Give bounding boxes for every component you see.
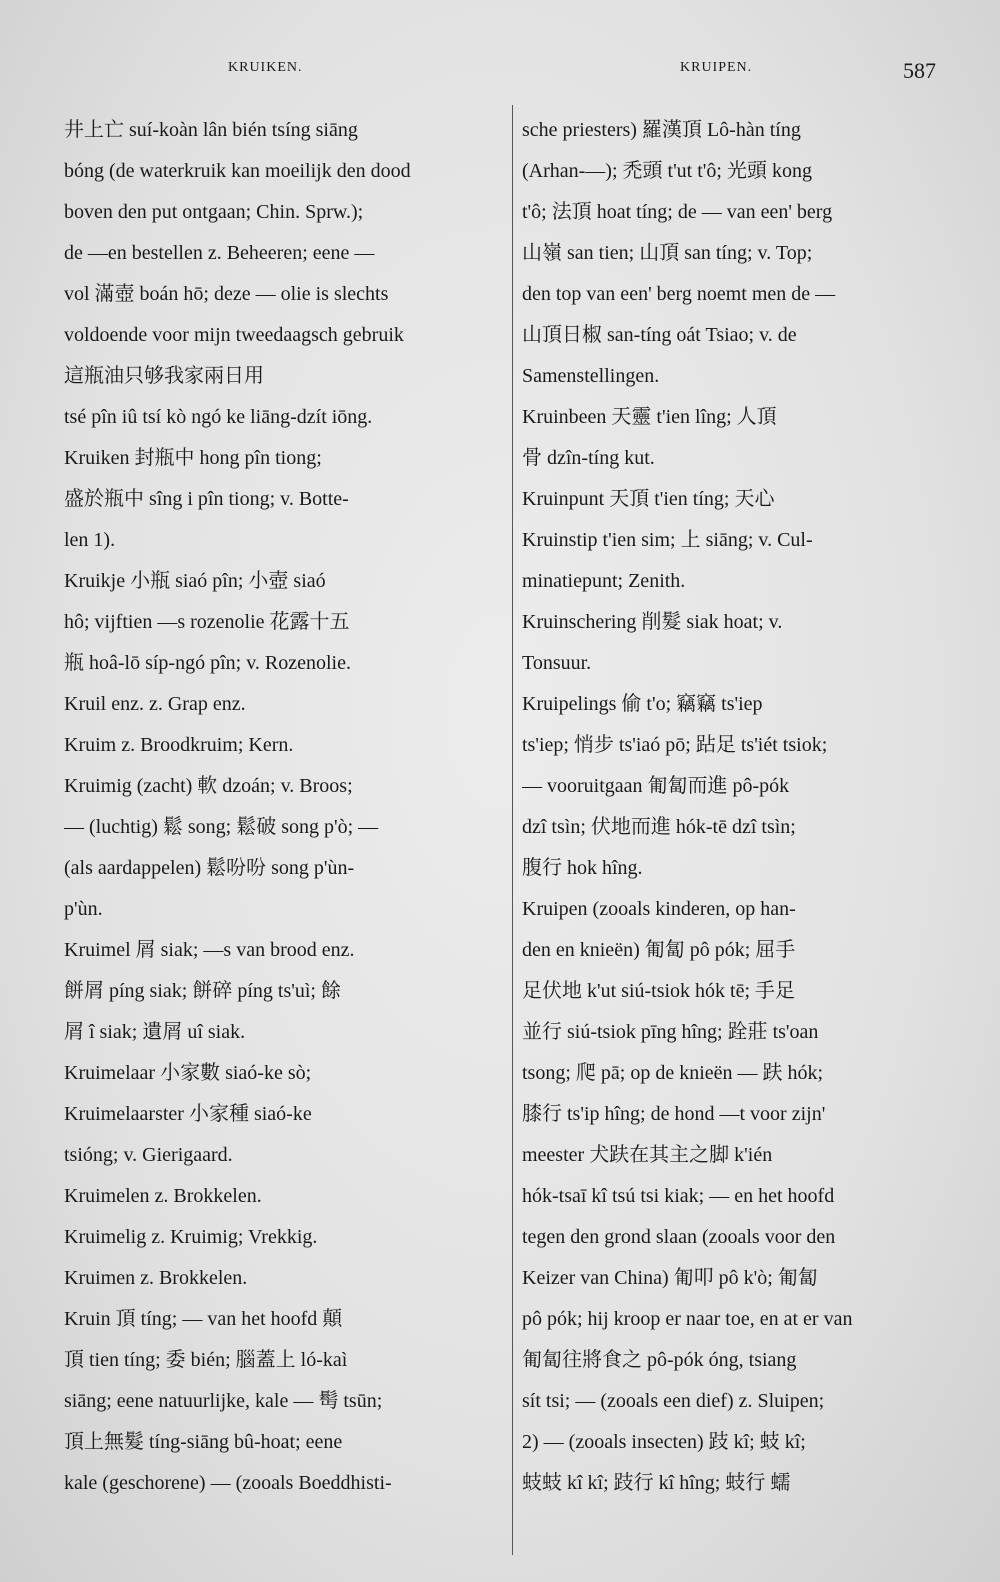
- text-line: den en knieën) 匍匐 pô pók; 屈手: [522, 939, 796, 961]
- text-line: Keizer van China) 匍叩 pô k'ò; 匍匐: [522, 1267, 818, 1289]
- text-line: Kruil enz. z. Grap enz.: [64, 693, 246, 715]
- page-number: 587: [903, 58, 936, 83]
- text-line: hók-tsaī kî tsú tsi kiak; — en het hoofd: [522, 1185, 835, 1207]
- text-line: dzî tsìn; 伏地而進 hók-tē dzî tsìn;: [522, 816, 796, 838]
- text-line: minatiepunt; Zenith.: [522, 570, 686, 592]
- text-line: 瓶 hoâ-lō síp-ngó pîn; v. Rozenolie.: [64, 652, 351, 674]
- text-line: tsé pîn iû tsí kò ngó ke liāng-dzít iōng.: [64, 406, 373, 428]
- text-line: Kruimelaarster 小家種 siaó-ke: [64, 1103, 312, 1125]
- text-line: sít tsi; — (zooals een dief) z. Sluipen;: [522, 1390, 825, 1412]
- text-line: 足伏地 k'ut siú-tsiok hók tē; 手足: [522, 980, 796, 1002]
- text-line: 餅屑 píng siak; 餅碎 píng ts'uì; 餘: [64, 980, 341, 1002]
- column-divider: [512, 105, 513, 1555]
- text-line: voldoende voor mijn tweedaagsch gebruik: [64, 324, 404, 346]
- text-line: 山頂日椒 san-tíng oát Tsiao; v. de: [522, 324, 797, 346]
- text-line: 屑 î siak; 遺屑 uî siak.: [64, 1021, 246, 1043]
- text-line: Kruin 頂 tíng; — van het hoofd 顛: [64, 1308, 343, 1330]
- text-line: boven den put ontgaan; Chin. Sprw.);: [64, 201, 364, 223]
- text-line: Kruinschering 削髮 siak hoat; v.: [522, 611, 783, 633]
- text-line: 並行 siú-tsiok pīng hîng; 跧莊 ts'oan: [522, 1021, 819, 1043]
- running-head-left: KRUIKEN.: [228, 60, 303, 75]
- text-line: — (luchtig) 鬆 song; 鬆破 song p'ò; —: [64, 816, 379, 838]
- text-line: tsióng; v. Gierigaard.: [64, 1144, 233, 1166]
- text-line: 膝行 ts'ip hîng; de hond —t voor zijn': [522, 1103, 826, 1125]
- text-line: 山嶺 san tien; 山頂 san tíng; v. Top;: [522, 242, 813, 264]
- text-line: siāng; eene natuurlijke, kale — 髩 tsūn;: [64, 1390, 383, 1412]
- text-line: p'ùn.: [64, 898, 103, 920]
- text-line: sche priesters) 羅漢頂 Lô-hàn tíng: [522, 119, 801, 141]
- text-line: 2) — (zooals insecten) 跂 kî; 蚑 kî;: [522, 1431, 806, 1453]
- text-line: — vooruitgaan 匍匐而進 pô-pók: [522, 775, 790, 797]
- text-line: Kruipen (zooals kinderen, op han-: [522, 898, 796, 920]
- text-line: Kruinstip t'ien sim; 上 siāng; v. Cul-: [522, 529, 813, 551]
- text-line: Kruiken 封瓶中 hong pîn tiong;: [64, 447, 322, 469]
- text-line: Tonsuur.: [522, 652, 592, 674]
- text-line: t'ô; 法頂 hoat tíng; de — van een' berg: [522, 201, 833, 223]
- text-line: len 1).: [64, 529, 116, 551]
- text-line: tegen den grond slaan (zooals voor den: [522, 1226, 836, 1248]
- left-column: [64, 110, 502, 1560]
- text-line: Kruipelings 偷 t'o; 竊竊 ts'iep: [522, 693, 763, 715]
- text-line: 匍匐往將食之 pô-pók óng, tsiang: [522, 1349, 797, 1371]
- text-line: pô pók; hij kroop er naar toe, en at er van: [522, 1308, 853, 1330]
- text-line: 骨 dzîn-tíng kut.: [522, 447, 655, 469]
- text-line: 蚑蚑 kî kî; 跂行 kî hîng; 蚑行 蠕: [522, 1472, 791, 1494]
- text-line: bóng (de waterkruik kan moeilijk den dood: [64, 160, 411, 182]
- text-line: vol 滿壺 boán hō; deze — olie is slechts: [64, 283, 389, 305]
- text-line: tsong; 爬 pā; op de knieën — 趺 hók;: [522, 1062, 824, 1084]
- running-head-right: KRUIPEN.: [680, 60, 753, 75]
- text-line: Kruim z. Broodkruim; Kern.: [64, 734, 294, 756]
- text-line: Kruimel 屑 siak; —s van brood enz.: [64, 939, 355, 961]
- text-line: kale (geschorene) — (zooals Boeddhisti-: [64, 1472, 392, 1494]
- text-line: (Arhan-—); 禿頭 t'ut t'ô; 光頭 kong: [522, 160, 812, 182]
- text-line: Kruikje 小瓶 siaó pîn; 小壺 siaó: [64, 570, 326, 592]
- text-line: Samenstellingen.: [522, 365, 660, 387]
- text-line: hô; vijftien —s rozenolie 花露十五: [64, 611, 350, 633]
- text-line: Kruimelen z. Brokkelen.: [64, 1185, 262, 1207]
- text-line: de —en bestellen z. Beheeren; eene —: [64, 242, 375, 264]
- text-line: 這瓶油只够我家兩日用: [64, 365, 264, 387]
- text-line: ts'iep; 悄步 ts'iaó pō; 跕足 ts'iét tsiok;: [522, 734, 828, 756]
- text-line: (als aardappelen) 鬆吩吩 song p'ùn-: [64, 857, 355, 879]
- text-line: 頂 tien tíng; 委 bién; 腦蓋上 ló-kaì: [64, 1349, 348, 1371]
- text-line: meester 犬趺在其主之脚 k'ién: [522, 1144, 773, 1166]
- text-line: 腹行 hok hîng.: [522, 857, 643, 879]
- text-line: 頂上無髮 tíng-siāng bû-hoat; eene: [64, 1431, 343, 1453]
- text-line: Kruimig (zacht) 軟 dzoán; v. Broos;: [64, 775, 353, 797]
- text-line: Kruimelaar 小家數 siaó-ke sò;: [64, 1062, 312, 1084]
- text-line: 井上亡 suí-koàn lân bién tsíng siāng: [64, 119, 358, 141]
- text-line: Kruimen z. Brokkelen.: [64, 1267, 248, 1289]
- text-line: Kruinpunt 天頂 t'ien tíng; 天心: [522, 488, 775, 510]
- text-line: den top van een' berg noemt men de —: [522, 283, 836, 305]
- text-line: 盛於瓶中 sîng i pîn tiong; v. Botte-: [64, 488, 349, 510]
- text-line: Kruinbeen 天靈 t'ien lîng; 人頂: [522, 406, 777, 428]
- text-line: Kruimelig z. Kruimig; Vrekkig.: [64, 1226, 318, 1248]
- right-column: [522, 110, 962, 1560]
